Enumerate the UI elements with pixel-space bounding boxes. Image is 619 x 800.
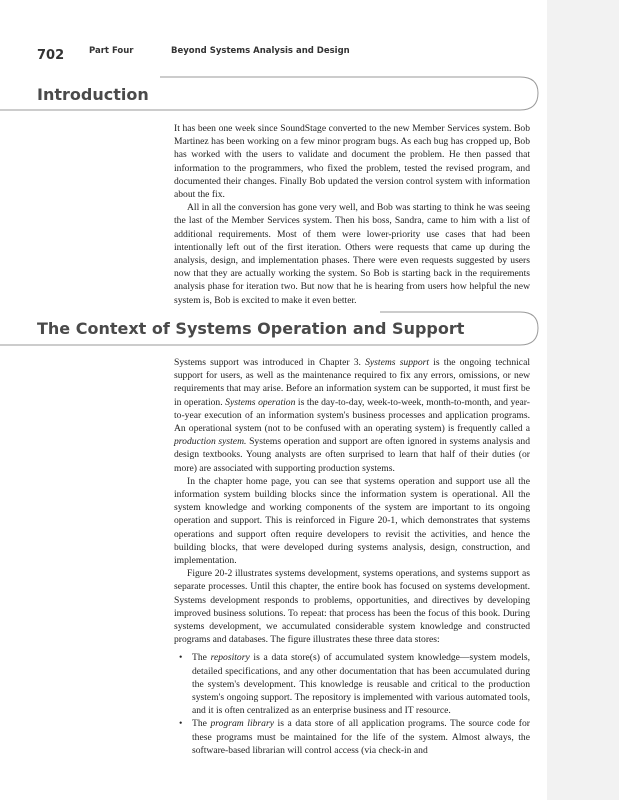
page-number: 702 [37,48,65,63]
header-title: Beyond Systems Analysis and Design [171,46,350,56]
bullet-icon: • [179,718,183,730]
term-production-system: production system. [174,436,247,448]
term-systems-operation: Systems operation [225,396,296,408]
paragraph: It has been one week since SoundStage converted to the new Member Services system. Bob Martinez has been working on a few minor program bugs. As each bug has cropped up, Bob has worked with the users to validate and document the problem. He then passed that information to the programmers, who fixed the problem, tested the revised program, and documented their changes. Finally Bob updated the version control system with information about the fix. [174,123,530,201]
bullet-icon: • [179,652,183,664]
context-body [174,356,530,757]
paragraph: All in all the conversion has gone very well, and Bob was starting to think he was seeing the last of the Member Services system. Then his boss, Sandra, came to him with a list of additional requirements. Most of them were lower-priority use cases that had been intentionally left out of the first iteration. Others were requests that came up during the analysis, design, and implementation phases. There were even requests suggested by users now that they are actually working the system. So Bob is starting back in the requirements analysis phase for iteration two. But now that he is hearing from users how helpful the new system is, Bob is excited to make it even better. [174,202,530,306]
list-item: • The repository is a data store(s) of accumulated system knowledge—system models, detailed specifications, and any other documentation that has been accumulated during the system's development. This knowledge is reusable and critical to the production system's ongoing support. The repository is implemented with various automated tools, and it is often centralized as an enterprise business and IT resource. [179,652,530,717]
paragraph: In the chapter home page, you can see that systems operation and support use all the information system building blocks since the information system is operational. All the system knowledge and working components of the system are important to its ongoing operation and support. This is reinforced in Figure 20-1, which demonstrates that systems operations and support often require developers to revisit the activities, and hence the building blocks, that were developed during systems analysis, design, construction, and implementation. [174,475,530,567]
term-repository: repository [210,652,250,664]
term-program-library: program library [210,718,274,730]
bullet-list [174,651,530,757]
paragraph: Figure 20-2 illustrates systems development, systems operations, and systems support as separate processes. Until this chapter, the entire book has focused on systems development. Systems development responds to problems, opportunities, and directives by developing improved business solutions. To repeat: that process has been the focus of this book. During systems development, we accumulated considerable system knowledge and constructed programs and databases. The figure illustrates these three data stores: [174,568,530,646]
term-systems-support: Systems support [365,357,430,368]
part-label: Part Four [89,46,134,56]
section-title-introduction: Introduction [37,85,149,104]
section-title-context: The Context of Systems Operation and Support [37,319,465,338]
list-item: • The program library is a data store of all application programs. The source code for these programs must be maintained for the life of the system. Almost always, the software-based librarian will control access (via check-in and [179,718,530,756]
introduction-body [174,122,530,307]
running-header [37,44,350,63]
page-edge-margin [547,0,619,800]
paragraph: Systems support was introduced in Chapter 3. Systems support is the ongoing technical support for users, as well as the maintenance required to fix any errors, omissions, or new requirements that may arise. Before an information system can be supported, it must first be in operation. Systems operation is the day-to-day, week-to-week, month-to-month, and year-to-year execution of an information system's business processes and application programs. An operational system (not to be confused with an operating system) is frequently called a production system. Systems operation and support are often ignored in systems analysis and design textbooks. Young analysts are often surprised to learn that half of their duties (or more) are associated with supporting production systems. [174,357,530,474]
